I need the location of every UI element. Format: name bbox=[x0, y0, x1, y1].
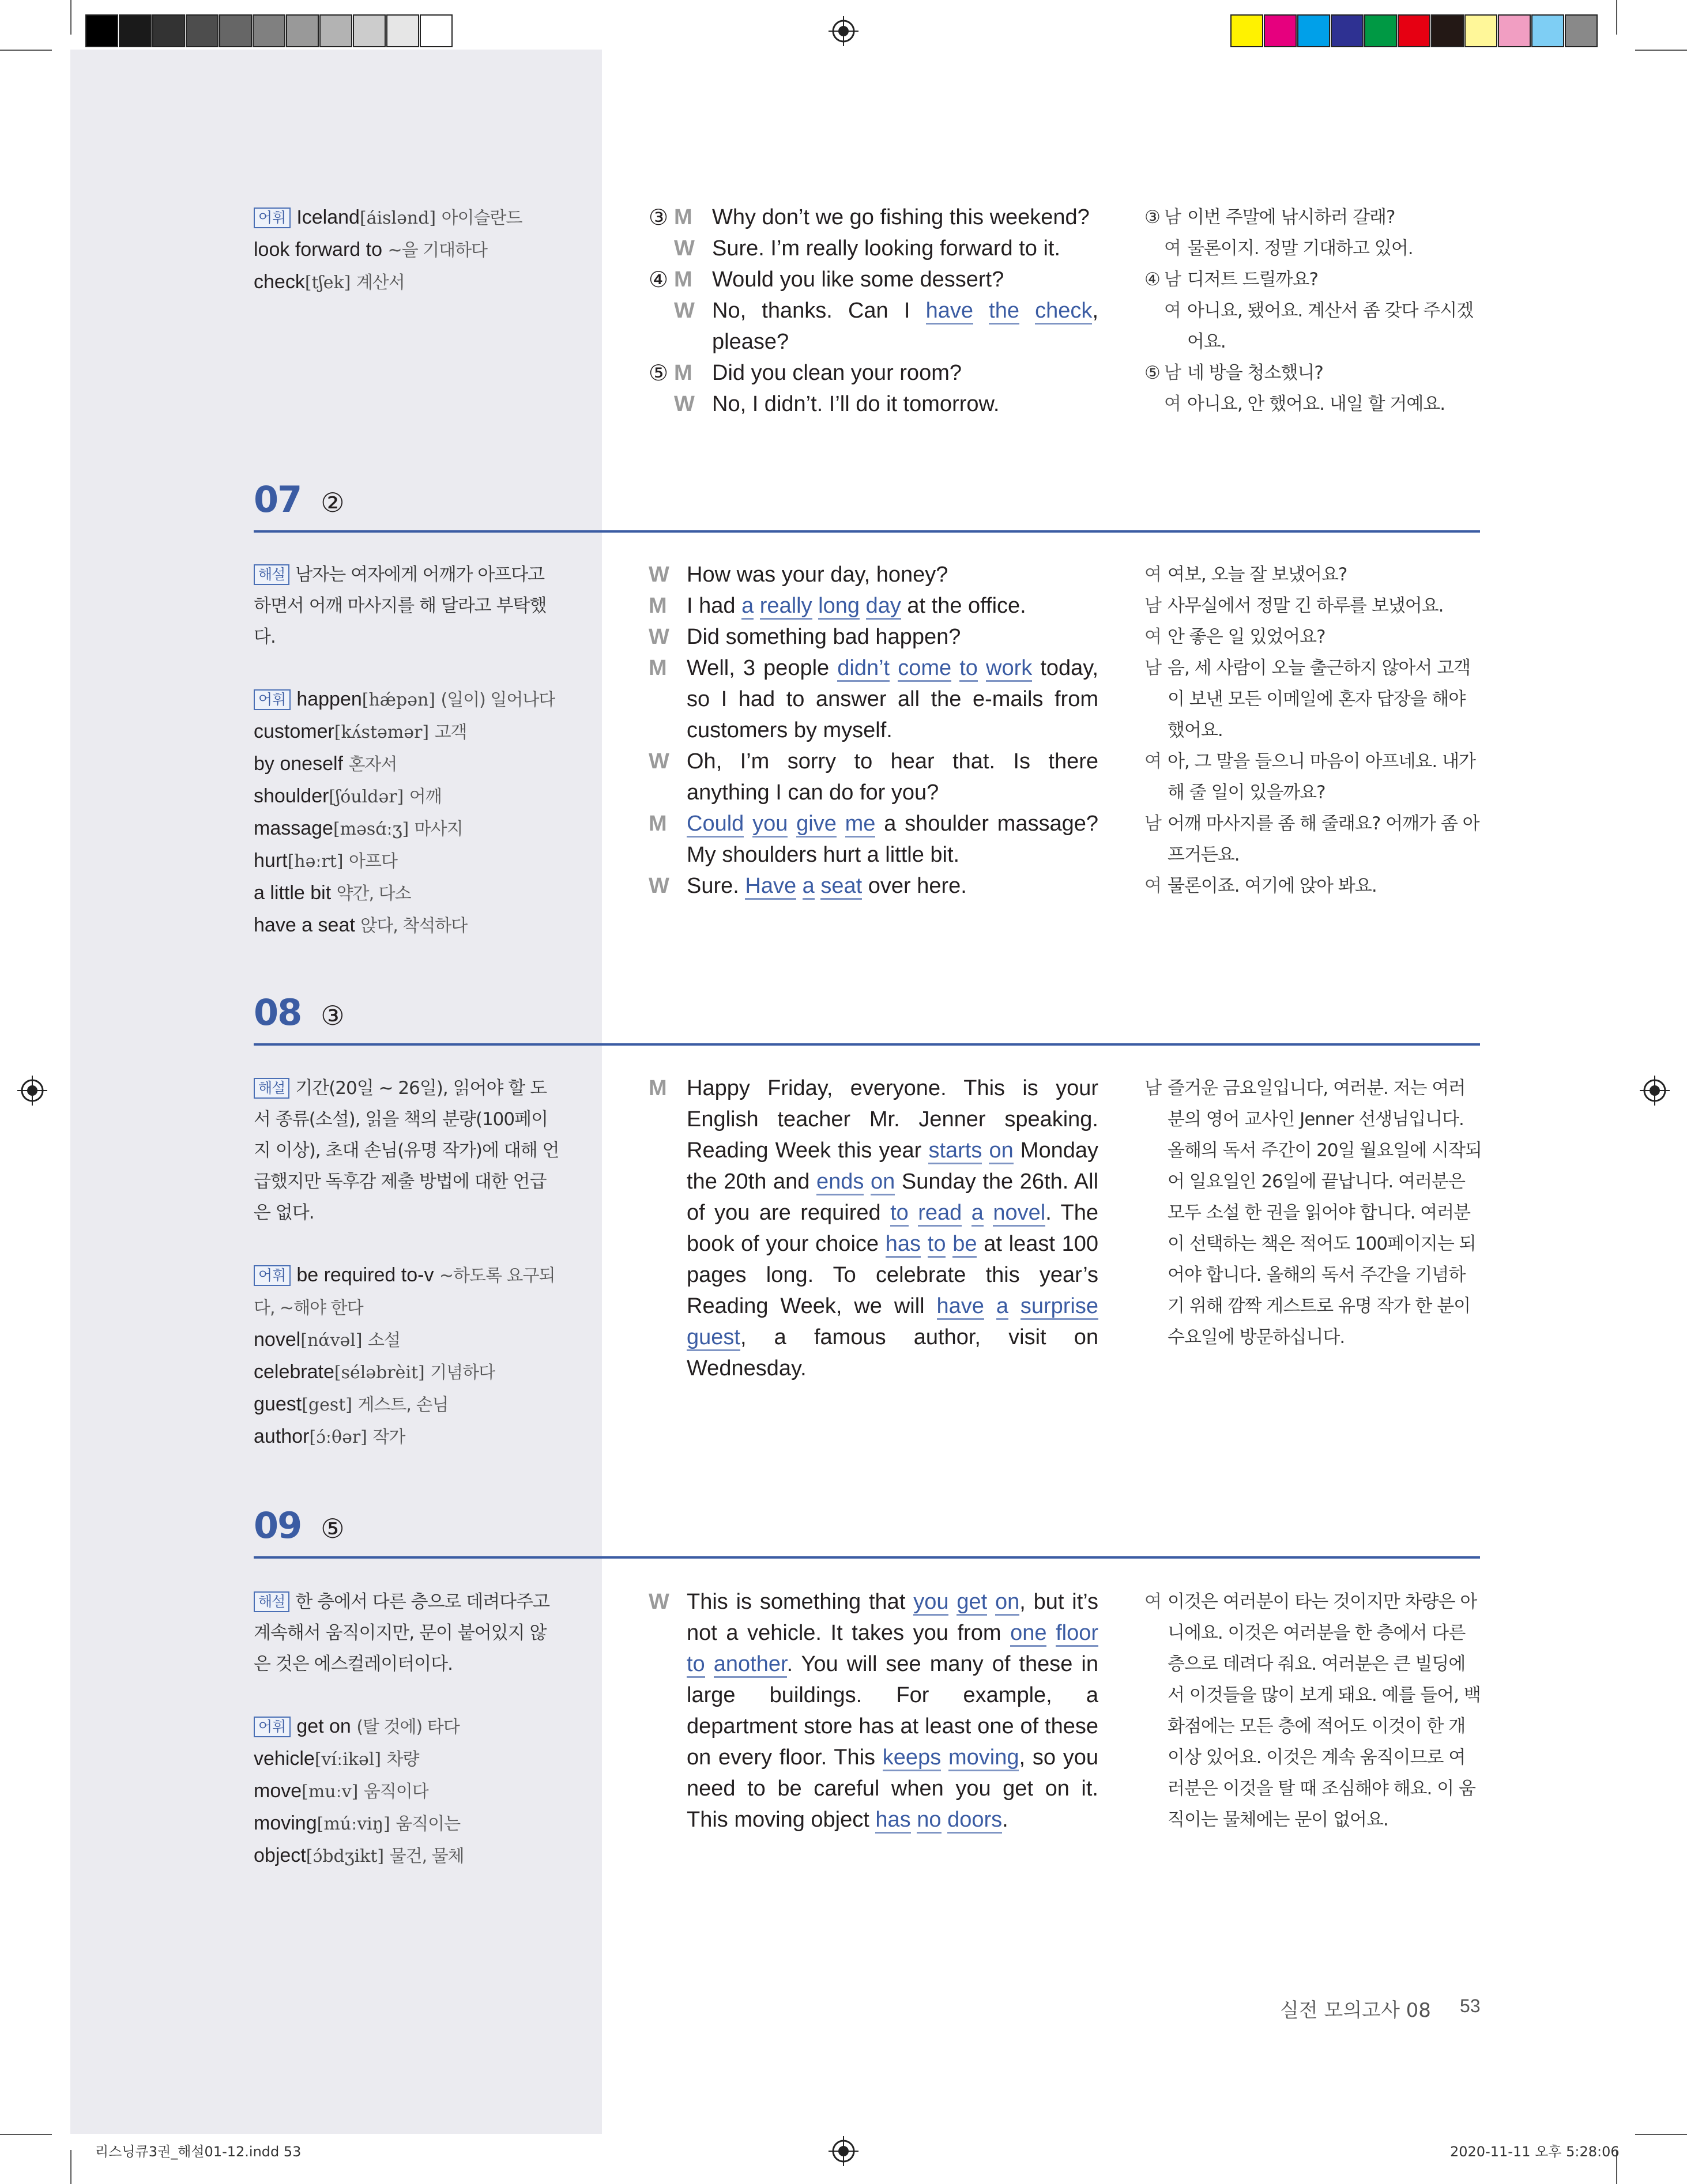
dialogue-text: No, thanks. Can I have the check, please? bbox=[712, 299, 1098, 354]
vocab-phonetic: [víːikəl] bbox=[314, 1749, 382, 1770]
crop-mark bbox=[1635, 50, 1687, 51]
color-swatch bbox=[1331, 14, 1364, 47]
crop-mark bbox=[0, 50, 52, 51]
speaker-label: W bbox=[649, 1590, 669, 1614]
korean-text: 이것은 여러분이 타는 것이지만 차량은 아니에요. 이것은 여러분을 한 층에서 다른 층으로 데려다 줘요. 여러분은 큰 빌딩에서 이것들을 많이 보게 돼요. 예를 들어, 백화점에는 모든 층에 적어도 이것이 한 개 이상 있어요. 이것은 계속 움직이므로 여러분은 이것을 탈 때 조심해야 해요. 이 움직이는 물체에는 문이 없어요. bbox=[1168, 1591, 1481, 1830]
color-swatch bbox=[1464, 14, 1497, 47]
korean-text: 아, 그 말을 들으니 마음이 아프네요. 내가 해 줄 일이 있을까요? bbox=[1168, 751, 1475, 803]
crop-mark bbox=[1616, 0, 1617, 35]
vocab-word: have a seat bbox=[254, 914, 355, 936]
option-number bbox=[1144, 388, 1164, 420]
gray-swatch bbox=[253, 14, 285, 47]
vocab-word: get on bbox=[296, 1715, 351, 1737]
answer-blank: give bbox=[796, 812, 837, 838]
answer-blank: to bbox=[687, 1652, 705, 1678]
speaker-label: M bbox=[674, 361, 692, 385]
vocab-phonetic: [ɔ́ːθər] bbox=[309, 1427, 367, 1447]
crop-mark bbox=[70, 0, 71, 35]
vocab-word: object bbox=[254, 1844, 306, 1866]
korean-line bbox=[1144, 808, 1482, 870]
vocab-meaning: (탈 것에) 타다 bbox=[356, 1717, 460, 1737]
speaker-label: M bbox=[649, 594, 667, 618]
answer-blank: didn’t bbox=[837, 656, 890, 682]
vocab-word: guest bbox=[254, 1393, 302, 1415]
answer-blank: read bbox=[918, 1201, 962, 1227]
timestamp-slug: 2020-11-11 오후 5:28:06 bbox=[1450, 2144, 1620, 2160]
vocab-phonetic: [tʃek] bbox=[304, 273, 351, 293]
answer-blank: you bbox=[752, 812, 788, 838]
vocab-word: customer bbox=[254, 721, 334, 742]
vocab-meaning: 작가 bbox=[372, 1427, 405, 1447]
dialogue-text: This is something that you get on, but it’s not a vehicle. It takes you from one floor to another. You will see many of these in large buildings. For example, a department store has at least one of these on every floor. This keeps moving, so you need to be careful when you get on it. This moving object has no doors. bbox=[687, 1586, 1098, 1835]
vocab-phonetic: [áislənd] bbox=[359, 208, 436, 228]
speaker-label: 여 bbox=[1144, 1591, 1161, 1612]
answer-blank: surprise bbox=[1021, 1294, 1098, 1320]
korean-text: 아니요, 안 했어요. 내일 할 거예요. bbox=[1187, 394, 1445, 414]
speaker-label: 남 bbox=[1164, 363, 1181, 383]
gray-swatch bbox=[119, 14, 152, 47]
korean-text: 물론이죠. 여기에 앉아 봐요. bbox=[1168, 876, 1377, 896]
answer-blank: to bbox=[890, 1201, 909, 1227]
dialogue-text: I had a really long day at the office. bbox=[687, 590, 1098, 621]
speaker-label: M bbox=[674, 267, 692, 292]
answer-blank: a bbox=[803, 874, 815, 900]
registration-mark-icon bbox=[829, 2136, 858, 2166]
speaker-label: 여 bbox=[1144, 751, 1161, 772]
answer-blank: me bbox=[845, 812, 876, 838]
answer-blank: on bbox=[989, 1138, 1013, 1164]
section-08-sidebar bbox=[254, 1073, 559, 1453]
registration-mark-icon bbox=[829, 16, 858, 46]
option-number: ③ bbox=[649, 205, 669, 230]
vocab-word: moving bbox=[254, 1812, 317, 1834]
speaker-label: M bbox=[674, 205, 692, 229]
vocab-word: massage bbox=[254, 817, 333, 839]
gray-swatch bbox=[386, 14, 419, 47]
answer-blank: Have bbox=[745, 874, 796, 900]
dialogue-line bbox=[649, 1073, 1098, 1384]
section-divider bbox=[254, 1556, 1480, 1559]
section-07-korean bbox=[1144, 559, 1482, 901]
answer-blank: Could bbox=[687, 812, 744, 838]
answer-blank: on bbox=[871, 1170, 895, 1195]
option-number: ⑤ bbox=[1144, 363, 1160, 383]
answer-blank: no bbox=[917, 1808, 941, 1834]
korean-text: 여보, 오늘 잘 보냈어요? bbox=[1168, 564, 1347, 585]
vocab-word: Iceland bbox=[296, 206, 360, 228]
korean-text: 아니요, 됐어요. 계산서 좀 갖다 주시겠어요. bbox=[1187, 300, 1474, 352]
korean-text: 디저트 드릴까요? bbox=[1187, 269, 1318, 290]
section-07-heading bbox=[254, 478, 345, 520]
answer-blank: be bbox=[952, 1232, 977, 1258]
korean-line bbox=[1144, 357, 1482, 388]
vocab-meaning: ~을 기대하다 bbox=[387, 240, 488, 261]
answer-blank: a bbox=[971, 1201, 984, 1227]
vocab-phonetic: [muːv] bbox=[302, 1782, 359, 1802]
answer-blank: check bbox=[1035, 299, 1092, 325]
speaker-label: 남 bbox=[1144, 1078, 1161, 1099]
answer-blank: guest bbox=[687, 1325, 740, 1351]
color-swatch bbox=[1498, 14, 1531, 47]
vocab-meaning: 물건, 물체 bbox=[389, 1846, 464, 1866]
dialogue-line bbox=[649, 1586, 1098, 1835]
answer-blank: starts bbox=[928, 1138, 982, 1164]
vocab-row bbox=[254, 1840, 559, 1872]
vocab-phonetic: [hǽpən] bbox=[362, 690, 435, 710]
korean-text: 네 방을 청소했니? bbox=[1187, 363, 1323, 383]
dialogue-text: Happy Friday, everyone. This is your English teacher Mr. Jenner speaking. Reading Week this year starts on Monday the 20th and ends on Sunday the 26th. All of you are required to read a novel. The book of your choice has to be at least 100 pages long. To celebrate this year’s Reading Week, we will have a surprise guest, a famous author, visit on Wednesday. bbox=[687, 1076, 1099, 1380]
vocab-meaning: 움직이다 bbox=[363, 1782, 428, 1802]
option-number: ⑤ bbox=[649, 360, 669, 386]
color-swatch bbox=[1398, 14, 1430, 47]
section-answer: ⑤ bbox=[321, 1513, 345, 1544]
option-number bbox=[1144, 295, 1164, 357]
option-number bbox=[649, 233, 674, 264]
explanation: 해설 남자는 여자에게 어깨가 아프다고 하면서 어깨 마사지를 해 달라고 부탁했다. bbox=[254, 564, 547, 647]
gray-swatch bbox=[353, 14, 386, 47]
answer-blank: work bbox=[986, 656, 1032, 682]
korean-line bbox=[1144, 652, 1482, 746]
speaker-label: 남 bbox=[1144, 658, 1161, 678]
vocab-phonetic: [nάvəl] bbox=[300, 1330, 363, 1351]
color-swatch bbox=[1364, 14, 1397, 47]
explanation: 해설 한 층에서 다른 층으로 데려다주고 계속해서 움직이지만, 문이 붙어있지 않은 것은 에스컬레이터이다. bbox=[254, 1591, 549, 1674]
section-09-heading bbox=[254, 1504, 345, 1546]
vocab-row bbox=[254, 877, 559, 910]
korean-text: 음, 세 사람이 오늘 출근하지 않아서 고객이 보낸 모든 이메일에 혼자 답장을 해야 했어요. bbox=[1168, 658, 1471, 741]
answer-blank: keeps bbox=[883, 1745, 941, 1771]
dialogue-line bbox=[649, 808, 1098, 870]
vocab-meaning: 약간, 다소 bbox=[336, 884, 411, 904]
korean-line bbox=[1144, 1586, 1482, 1835]
vocab-meaning: 고객 bbox=[434, 722, 467, 742]
gray-swatch bbox=[186, 14, 219, 47]
vocab-word: celebrate bbox=[254, 1361, 334, 1383]
vocab-row bbox=[254, 1808, 559, 1840]
crop-mark bbox=[0, 2134, 52, 2135]
korean-line bbox=[1144, 264, 1482, 295]
vocab-row bbox=[254, 1259, 559, 1324]
speaker-label: 남 bbox=[1164, 207, 1181, 228]
dialogue-line bbox=[649, 621, 1098, 652]
answer-blank: have bbox=[926, 299, 973, 325]
dialogue-line bbox=[649, 652, 1098, 746]
vocab-word: happen bbox=[296, 688, 362, 710]
explanation: 해설 기간(20일 ~ 26일), 읽어야 할 도서 종류(소설), 읽을 책의 분량(100페이지 이상), 초대 손님(유명 작가)에 대해 언급했지만 독후감 제출 방법에 대한 언급은 없다. bbox=[254, 1078, 559, 1223]
section-answer: ② bbox=[321, 487, 345, 518]
section-number: 07 bbox=[254, 478, 302, 520]
speaker-label: M bbox=[649, 1076, 667, 1100]
registration-mark-icon bbox=[1640, 1076, 1670, 1106]
dialogue-text: Would you like some dessert? bbox=[712, 267, 1004, 292]
vocab-row bbox=[254, 1421, 559, 1453]
section-divider bbox=[254, 530, 1480, 533]
vocab-word: shoulder bbox=[254, 785, 329, 807]
section-08-korean bbox=[1144, 1073, 1482, 1353]
korean-line bbox=[1144, 202, 1482, 233]
dialogue-text: No, I didn’t. I’ll do it tomorrow. bbox=[712, 392, 1000, 416]
answer-blank: get bbox=[957, 1590, 987, 1616]
speaker-label: W bbox=[649, 749, 669, 774]
answer-blank: moving bbox=[948, 1745, 1019, 1771]
answer-blank: day bbox=[866, 594, 901, 620]
speaker-label: W bbox=[674, 392, 695, 416]
top-vocab-list bbox=[254, 202, 559, 299]
vocab-tag: 어휘 bbox=[254, 1717, 291, 1737]
vocab-row bbox=[254, 845, 559, 877]
speaker-label: 남 bbox=[1164, 269, 1181, 290]
section-09-sidebar bbox=[254, 1586, 559, 1872]
speaker-label: 남 bbox=[1144, 595, 1161, 616]
crop-mark bbox=[1635, 2134, 1687, 2135]
dialogue-line bbox=[649, 388, 1098, 420]
korean-text: 이번 주말에 낚시하러 갈래? bbox=[1187, 207, 1395, 228]
answer-blank: to bbox=[928, 1232, 946, 1258]
answer-blank: one bbox=[1010, 1621, 1046, 1647]
answer-blank: a bbox=[741, 594, 754, 620]
page-number: 53 bbox=[1460, 1996, 1481, 2016]
section-number: 08 bbox=[254, 991, 302, 1033]
vocab-row bbox=[254, 813, 559, 845]
vocab-meaning: 아프다 bbox=[349, 851, 397, 872]
speaker-label: W bbox=[674, 299, 695, 323]
vocab-meaning: 앉다, 착석하다 bbox=[360, 916, 468, 936]
korean-text: 어깨 마사지를 좀 해 줄래요? 어깨가 좀 아프거든요. bbox=[1168, 813, 1479, 865]
vocab-word: vehicle bbox=[254, 1748, 315, 1770]
vocab-word: move bbox=[254, 1780, 302, 1802]
vocab-phonetic: [séləbrèit] bbox=[334, 1363, 425, 1383]
vocab-meaning: 차량 bbox=[386, 1749, 419, 1770]
answer-blank: has bbox=[875, 1808, 910, 1834]
answer-blank: has bbox=[886, 1232, 921, 1258]
vocab-word: check bbox=[254, 271, 305, 293]
section-number: 09 bbox=[254, 1504, 302, 1546]
vocab-row bbox=[254, 1711, 559, 1743]
answer-blank: you bbox=[913, 1590, 948, 1616]
answer-blank: come bbox=[898, 656, 951, 682]
vocab-word: novel bbox=[254, 1329, 301, 1351]
vocab-row bbox=[254, 1389, 559, 1421]
speaker-label: W bbox=[674, 236, 695, 261]
answer-blank: novel bbox=[993, 1201, 1045, 1227]
vocab-meaning: 기념하다 bbox=[430, 1363, 495, 1383]
explanation-tag: 해설 bbox=[254, 1591, 289, 1612]
section-divider bbox=[254, 1043, 1480, 1046]
color-swatch bbox=[1264, 14, 1297, 47]
section-answer: ③ bbox=[321, 1000, 345, 1031]
vocab-tag: 어휘 bbox=[254, 689, 291, 710]
dialogue-line bbox=[649, 233, 1098, 264]
korean-line bbox=[1144, 559, 1482, 590]
vocab-meaning: 게스트, 손님 bbox=[357, 1395, 449, 1415]
vocab-phonetic: [ɔ́bdʒikt] bbox=[306, 1846, 385, 1866]
korean-line bbox=[1144, 746, 1482, 808]
dialogue-line bbox=[649, 590, 1098, 621]
section-07-dialogue bbox=[649, 559, 1098, 901]
vocab-row bbox=[254, 234, 559, 266]
color-swatch bbox=[1230, 14, 1263, 47]
korean-line bbox=[1144, 1073, 1482, 1353]
vocab-row bbox=[254, 202, 559, 234]
speaker-label: 여 bbox=[1164, 394, 1181, 414]
vocab-meaning: 혼자서 bbox=[348, 755, 397, 775]
vocab-meaning: (일이) 일어나다 bbox=[440, 690, 555, 710]
crop-mark bbox=[70, 2150, 71, 2184]
vocab-meaning: 어깨 bbox=[409, 787, 442, 807]
vocab-phonetic: [məsɑ́ːʒ] bbox=[333, 819, 409, 839]
gray-swatch bbox=[152, 14, 185, 47]
vocab-meaning: 계산서 bbox=[356, 273, 405, 293]
speaker-label: M bbox=[649, 656, 667, 680]
vocab-tag: 어휘 bbox=[254, 1265, 291, 1286]
korean-line bbox=[1144, 870, 1482, 901]
korean-text: 사무실에서 정말 긴 하루를 보냈어요. bbox=[1168, 595, 1444, 616]
answer-blank: seat bbox=[820, 874, 862, 900]
explanation-tag: 해설 bbox=[254, 564, 289, 585]
vocab-row bbox=[254, 1743, 559, 1775]
vocab-row bbox=[254, 748, 559, 780]
color-swatch bbox=[1531, 14, 1564, 47]
file-slug: 리스닝큐3권_해설01-12.indd 53 bbox=[95, 2144, 302, 2160]
speaker-label: 여 bbox=[1144, 564, 1161, 585]
answer-blank: a bbox=[996, 1294, 1008, 1320]
vocab-row bbox=[254, 266, 559, 299]
korean-line bbox=[1144, 233, 1482, 264]
vocab-phonetic: [ʃóuldər] bbox=[329, 787, 404, 807]
option-number bbox=[1144, 233, 1164, 264]
dialogue-line bbox=[649, 357, 1098, 388]
vocab-meaning: ~하도록 요구되다, ~해야 한다 bbox=[254, 1266, 555, 1318]
vocab-row bbox=[254, 684, 559, 716]
vocab-meaning: 마사지 bbox=[414, 819, 463, 839]
top-dialogue bbox=[649, 202, 1098, 420]
option-number: ④ bbox=[1144, 269, 1160, 290]
answer-blank: floor bbox=[1056, 1621, 1098, 1647]
answer-blank: another bbox=[714, 1652, 787, 1678]
answer-blank: long bbox=[818, 594, 860, 620]
korean-line bbox=[1144, 295, 1482, 357]
speaker-label: W bbox=[649, 625, 669, 649]
dialogue-line bbox=[649, 559, 1098, 590]
vocab-row bbox=[254, 910, 559, 942]
korean-line bbox=[1144, 590, 1482, 621]
chapter-footer: 실전 모의고사 08 bbox=[1280, 1999, 1431, 2022]
vocab-row bbox=[254, 1324, 559, 1356]
vocab-word: hurt bbox=[254, 850, 288, 872]
dialogue-text: Sure. I’m really looking forward to it. bbox=[712, 236, 1061, 261]
answer-blank: ends bbox=[816, 1170, 864, 1195]
vocab-word: be required to-v bbox=[296, 1264, 434, 1286]
speaker-label: W bbox=[649, 874, 669, 898]
dialogue-line bbox=[649, 746, 1098, 808]
color-swatch bbox=[1297, 14, 1330, 47]
vocab-word: look forward to bbox=[254, 239, 382, 261]
spacer bbox=[254, 652, 559, 684]
option-number: ④ bbox=[649, 267, 669, 292]
dialogue-line bbox=[649, 202, 1098, 233]
answer-blank: to bbox=[959, 656, 978, 682]
dialogue-line bbox=[649, 295, 1098, 357]
vocab-phonetic: [gest] bbox=[302, 1395, 353, 1415]
speaker-label: W bbox=[649, 563, 669, 587]
spacer bbox=[254, 1680, 559, 1711]
vocab-word: author bbox=[254, 1425, 310, 1447]
speaker-label: M bbox=[649, 812, 667, 836]
dialogue-text: Why don’t we go fishing this weekend? bbox=[712, 205, 1090, 229]
section-08-heading bbox=[254, 991, 345, 1033]
speaker-label: 남 bbox=[1144, 813, 1161, 834]
dialogue-text: Did you clean your room? bbox=[712, 361, 962, 385]
option-number bbox=[649, 388, 674, 420]
spacer bbox=[254, 1228, 559, 1259]
answer-blank: have bbox=[937, 1294, 984, 1320]
vocab-row bbox=[254, 780, 559, 813]
section-07-sidebar bbox=[254, 559, 559, 942]
speaker-label: 여 bbox=[1164, 238, 1181, 259]
dialogue-text: Did something bad happen? bbox=[687, 625, 961, 649]
vocab-meaning: 아이슬란드 bbox=[441, 208, 522, 228]
section-09-korean bbox=[1144, 1586, 1482, 1835]
explanation-tag: 해설 bbox=[254, 1078, 289, 1099]
color-swatch bbox=[1431, 14, 1464, 47]
vocab-row bbox=[254, 1775, 559, 1808]
color-swatch bbox=[1565, 14, 1598, 47]
dialogue-text: How was your day, honey? bbox=[687, 563, 948, 587]
dialogue-text: Oh, I’m sorry to hear that. Is there anything I can do for you? bbox=[687, 749, 1098, 805]
top-korean-translation bbox=[1144, 202, 1482, 420]
answer-blank: the bbox=[989, 299, 1019, 325]
section-09-dialogue bbox=[649, 1586, 1098, 1835]
korean-line bbox=[1144, 388, 1482, 420]
vocab-row bbox=[254, 716, 559, 748]
vocab-phonetic: [kʌ́stəmər] bbox=[334, 722, 430, 742]
option-number bbox=[649, 295, 674, 357]
answer-blank: doors bbox=[947, 1808, 1002, 1834]
dialogue-text: Well, 3 people didn’t come to work today, so I had to answer all the e-mails from customers by myself. bbox=[687, 656, 1099, 742]
dialogue-line bbox=[649, 870, 1098, 901]
dialogue-text: Could you give me a shoulder massage? My shoulders hurt a little bit. bbox=[687, 812, 1098, 867]
vocab-meaning: 소설 bbox=[368, 1330, 400, 1351]
vocab-tag: 어휘 bbox=[254, 208, 291, 228]
gray-swatch bbox=[319, 14, 352, 47]
dialogue-text: Sure. Have a seat over here. bbox=[687, 870, 1098, 901]
vocab-phonetic: [múːviŋ] bbox=[317, 1814, 390, 1834]
korean-text: 즐거운 금요일입니다, 여러분. 저는 여러분의 영어 교사인 Jenner 선생님입니다. 올해의 독서 주간이 20일 월요일에 시작되어 일요일인 26일에 끝납니다. 여러분은 모두 소설 한 권을 읽어야 합니다. 여러분이 선택하는 책은 적어도 100페이지는 되어야 합니다. 올해의 독서 주간을 기념하기 위해 깜짝 게스트로 유명 작가 한 분이 수요일에 방문하십니다. bbox=[1168, 1078, 1482, 1348]
gray-swatch bbox=[286, 14, 319, 47]
section-08-dialogue bbox=[649, 1073, 1098, 1384]
gray-swatch bbox=[420, 14, 453, 47]
korean-text: 안 좋은 일 있었어요? bbox=[1168, 627, 1326, 647]
dialogue-line bbox=[649, 264, 1098, 295]
vocab-phonetic: [həːrt] bbox=[287, 851, 344, 872]
vocab-meaning: 움직이는 bbox=[396, 1814, 461, 1834]
speaker-label: 여 bbox=[1164, 300, 1181, 321]
vocab-row bbox=[254, 1356, 559, 1389]
answer-blank: on bbox=[995, 1590, 1019, 1616]
korean-text: 물론이지. 정말 기대하고 있어. bbox=[1187, 238, 1413, 259]
registration-mark-icon bbox=[17, 1076, 47, 1106]
option-number: ③ bbox=[1144, 207, 1160, 228]
gray-swatch bbox=[219, 14, 252, 47]
speaker-label: 여 bbox=[1144, 876, 1161, 896]
answer-blank: really bbox=[760, 594, 812, 620]
gray-swatch bbox=[85, 14, 118, 47]
speaker-label: 여 bbox=[1144, 627, 1161, 647]
vocab-word: by oneself bbox=[254, 753, 343, 775]
vocab-word: a little bit bbox=[254, 882, 332, 904]
korean-line bbox=[1144, 621, 1482, 652]
